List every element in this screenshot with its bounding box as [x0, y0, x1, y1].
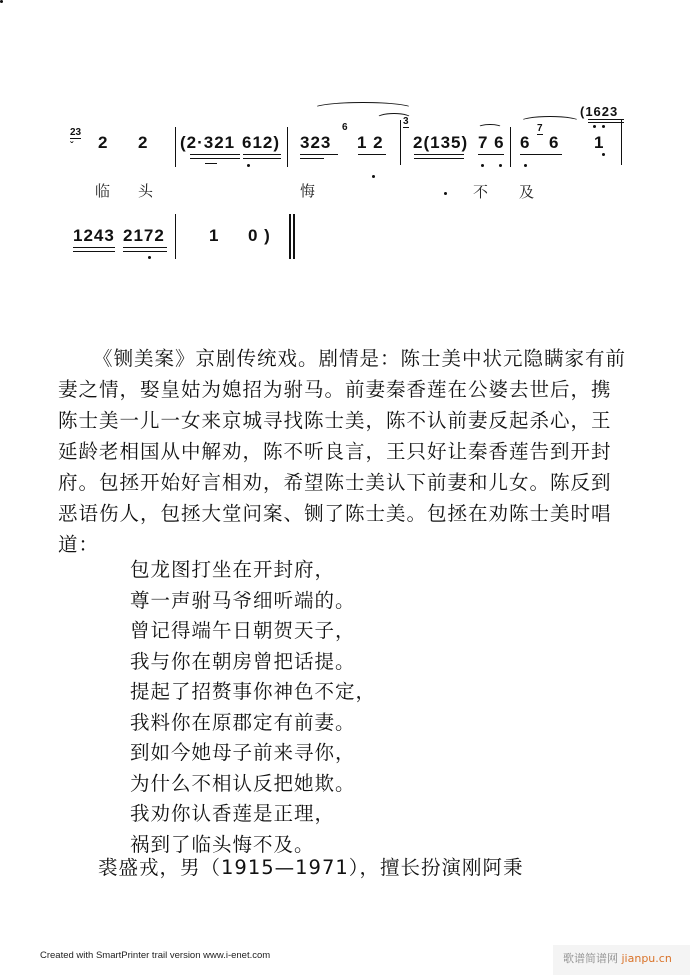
printer-watermark: Created with SmartPrinter trail version www.i-enet.com [40, 950, 271, 961]
bar-line [175, 127, 176, 167]
low-dot [247, 164, 250, 167]
underline [123, 247, 167, 248]
paragraph-line: 府。包拯开始好言相劝，希望陈士美认下前妻和儿女。陈反到 [58, 471, 612, 494]
underline [520, 154, 562, 155]
paragraph-line: 陈士美一儿一女来京城寻找陈士美，陈不认前妻反起杀心，王 [58, 409, 612, 432]
poem-line: 我料你在原郡定有前妻。 [130, 710, 356, 734]
note-group: 7 6 [478, 133, 505, 152]
note: 1 [209, 226, 220, 245]
low-dot [524, 164, 527, 167]
site-watermark [553, 945, 690, 975]
synopsis-paragraph [58, 343, 658, 560]
underline [123, 251, 167, 252]
bar-line [621, 120, 622, 165]
note: 0 ) [248, 226, 271, 245]
underline [243, 154, 281, 155]
grace-hook: ˇ [70, 141, 74, 152]
underline [243, 158, 281, 159]
poem-line: 包龙图打坐在开封府， [130, 558, 336, 581]
underline [414, 158, 464, 159]
underline [588, 119, 624, 120]
note-group: 1 2 [357, 133, 384, 152]
grace-note: 7 [537, 123, 543, 134]
underline [478, 154, 504, 155]
note-group: 2(135) [413, 133, 469, 152]
final-bar-line [293, 214, 295, 259]
poem-line: 我劝你认香莲是正理， [130, 802, 336, 825]
note-group: 612) [242, 133, 281, 152]
bar-line [175, 214, 176, 259]
note: 2 [98, 133, 109, 152]
note: 6 [549, 133, 560, 152]
underline [205, 163, 217, 164]
lyric: 及 [519, 183, 535, 201]
paragraph-line: 道： [58, 533, 100, 556]
underline [588, 122, 624, 123]
poem-line: 祸到了临头悔不及。 [130, 832, 315, 856]
low-dot [148, 256, 151, 259]
grace-note-prefix: 23 [70, 127, 82, 138]
underline [73, 251, 115, 252]
high-dot [593, 125, 596, 128]
grace-note: 6 [342, 122, 348, 133]
lyric: 临 [95, 182, 111, 200]
underline [73, 247, 115, 248]
note: 1 [594, 133, 605, 152]
poem-line: 曾记得端午日朝贺天子， [130, 619, 356, 642]
slur [478, 124, 502, 131]
underline [300, 154, 338, 155]
grace-note: 3 [403, 116, 409, 127]
high-dot [602, 125, 605, 128]
note-group: (1623 [580, 104, 619, 119]
site-domain: jianpu.cn [621, 952, 672, 965]
lyric: 不 [473, 183, 489, 201]
paragraph-line: 恶语伤人，包拯大堂问案、铡了陈士美。包拯在劝陈士美时唱 [58, 502, 612, 525]
note-group: 2172 [123, 226, 165, 245]
underline [414, 154, 464, 155]
poem-line: 为什么不相认反把她欺。 [130, 771, 356, 795]
underline [190, 154, 240, 155]
note: 6 [520, 133, 531, 152]
poem-line: 我与你在朝房曾把话提。 [130, 649, 356, 673]
low-dot [372, 175, 375, 178]
lyric: 悔 [300, 182, 316, 200]
underline [300, 158, 324, 159]
underline [358, 154, 386, 155]
poem-line: 尊一声驸马爷细听端的。 [130, 588, 356, 612]
slur [520, 116, 580, 127]
underline [190, 158, 240, 159]
dot [602, 153, 605, 156]
note: 2 [138, 133, 149, 152]
performer-bio: 裘盛戎，男（1915—1971），擅长扮演刚阿秉 [98, 856, 524, 879]
aria-lyrics [130, 555, 376, 860]
paragraph-line: 《铡美案》京剧传统戏。剧情是：陈士美中状元隐瞒家有前 [93, 347, 627, 370]
low-dot [0, 0, 3, 3]
bar-line [287, 127, 288, 167]
poem-line: 到如今她母子前来寻你， [130, 741, 356, 764]
low-dot [499, 164, 502, 167]
note-group: 323 [300, 133, 332, 152]
note-group: (2·321 [180, 133, 236, 152]
poem-line: 提起了招赘事你神色不定， [130, 680, 377, 703]
lyric: 头 [138, 182, 154, 200]
paragraph-line: 妻之情，娶皇姑为媳招为驸马。前妻秦香莲在公婆去世后，携 [58, 378, 612, 401]
low-dot [481, 164, 484, 167]
paragraph-line: 延龄老相国从中解劝，陈不听良言，王只好让秦香莲告到开封 [58, 440, 612, 463]
final-bar-line [289, 214, 291, 259]
dot [444, 192, 447, 195]
bar-line [510, 127, 511, 167]
note-group: 1243 [73, 226, 115, 245]
bar-line [400, 120, 401, 165]
site-name: 歌谱简谱网 [563, 952, 618, 965]
